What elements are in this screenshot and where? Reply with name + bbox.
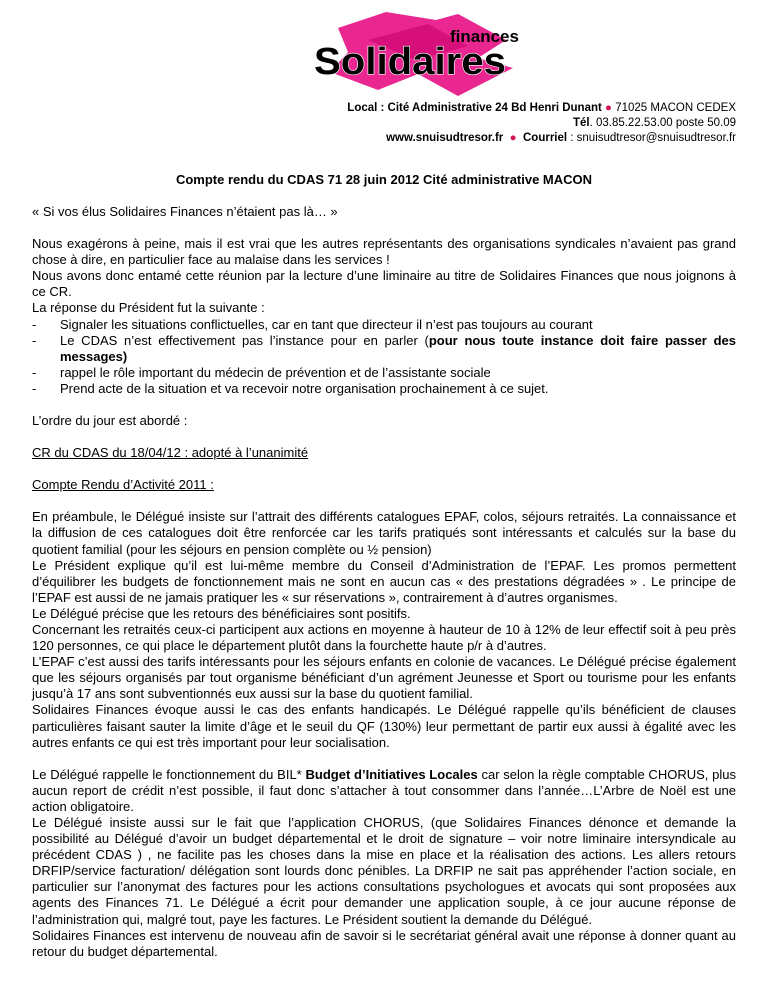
address-city: 71025 MACON CEDEX	[615, 102, 736, 114]
contact-header	[347, 101, 736, 146]
paragraph: En préambule, le Délégué insiste sur l’attrait des différents catalogues EPAF, colos, séjours retraités. La connaissance et la diffusion de ces catalogues doit être renforcée car les tarifs pratiqués sont intéressants et calculés sur la base du quotient familial (pour les séjours en pension complète ou ½ pension)	[32, 509, 736, 557]
logo-solidaires-word: Solidaires	[314, 41, 506, 83]
email-label: Courriel	[522, 132, 568, 144]
bullet-dot-icon: ●	[605, 102, 612, 114]
list-item: - Le CDAS n’est effectivement pas l’instance pour en parler (pour nous toute instance doit faire passer des messages)	[32, 332, 736, 364]
solidaires-finances-logo	[308, 10, 528, 100]
list-item: - rappel le rôle important du médecin de prévention et de l’assistante sociale	[32, 364, 491, 380]
address-label: Local : Cité Administrative 24 Bd Henri Dunant	[347, 102, 602, 114]
logo-finances-word: finances	[450, 27, 519, 46]
paragraph: Le Délégué précise que les retours des bénéficiaires sont positifs.	[32, 605, 411, 621]
paragraph: La réponse du Président fut la suivante :	[32, 300, 265, 316]
paragraph: Concernant les retraités ceux-ci participent aux actions en moyenne à hauteur de 10 à 12% de leur effectif soit à peu près 120 personnes, ce qui place le département plutôt dans la fourchette haute p/r à d’autres.	[32, 621, 736, 654]
paragraph: Le Délégué rappelle le fonctionnement du BIL* Budget d’Initiatives Locales car selon la règle comptable CHORUS, plus aucun report de crédit n’est possible, il faut donc s’attacher à tout consommer dans l’année…L’Arbre de Noël est une action obligatoire.	[32, 766, 736, 814]
intro-quote: « Si vos élus Solidaires Finances n’étaient pas là… »	[32, 204, 338, 219]
email-address[interactable]: : snuisudtresor@snuisudtresor.fr	[567, 132, 736, 144]
phone-number: . 03.85.22.53.00 poste 50.09	[589, 117, 736, 129]
list-item: - Prend acte de la situation et va recevoir notre organisation prochainement à ce sujet.	[32, 380, 549, 396]
phone-line	[347, 116, 736, 131]
agenda-item-heading: CR du CDAS du 18/04/12 : adopté à l’unanimité	[32, 445, 309, 461]
paragraph: Le Délégué insiste aussi sur le fait que l’application CHORUS, (que Solidaires Finances dénonce et demande la possibilité au Délégué d’avoir un budget départemental et le droit de signature – voir notre liminaire intersyndicale au précédent CDAS ) , ne facilite pas les choses dans la mise en place et la réalisation des actions. Les allers retours DRFIP/service facturation/ délégation sont lourds donc pénibles. La DRFIP ne sait pas appréhender l’action sociale, en particulier sur l’anonymat des factures pour les actions consultations psychologues et avocats qui sont proposées aux agents des Finances 71. Le Délégué a écrit pour demander une application souple, à ce jour aucune réponse de l’administration qui, malgré tout, paye les factures. Le Président soutient la demande du Délégué.	[32, 815, 736, 927]
agenda-item-heading: Compte Rendu d’Activité 2011 :	[32, 477, 214, 493]
paragraph: L’EPAF c’est aussi des tarifs intéressants pour les séjours enfants en colonie de vacances. Le Délégué précise également que les séjours organisés par tout organisme bénéficiant d’un agrément Jeunesse et Sport ou tourisme pour les enfants jusqu’à 17 ans sont subventionnés eux aussi sur la base du quotient familial.	[32, 654, 736, 702]
paragraph: Solidaires Finances est intervenu de nouveau afin de savoir si le secrétariat général avait une réponse à donner quant au retour du budget départemental.	[32, 927, 736, 959]
address-line	[347, 101, 736, 116]
document-body	[32, 204, 736, 960]
paragraph: Le Président explique qu’il est lui-même membre du Conseil d’Administration de l’EPAF. Les promos permettent d’équilibrer les budgets de fonctionnement mais ne sont en aucun cas « des prestations dégradées » . Le principe de l’EPAF est aussi de ne jamais pratiquer les « sur réservations », contrairement à d’autres organismes.	[32, 557, 736, 605]
paragraph: Solidaires Finances évoque aussi le cas des enfants handicapés. Le Délégué rappelle qu’ils bénéficient de clauses particulières faisant sauter la limite d’âge et le seuil du QF (130%) leur permettant de partir eux aussi à égalité avec les autres enfants ce qui est très important pour leur socialisation.	[32, 702, 736, 750]
paragraph: Nous exagérons à peine, mais il est vrai que les autres représentants des organisations syndicales n’avaient pas grand chose à dire, en particulier face au malaise dans les services !	[32, 236, 736, 268]
web-mail-line	[347, 131, 736, 146]
bullet-dot-icon: ●	[509, 132, 517, 144]
agenda-intro: L’ordre du jour est abordé :	[32, 413, 188, 429]
list-item: - Signaler les situations conflictuelles, car en tant que directeur il n’est pas toujours au courant	[32, 316, 593, 332]
website-link[interactable]: www.snuisudtresor.fr	[386, 132, 504, 144]
paragraph: Nous avons donc entamé cette réunion par la lecture d’une liminaire au titre de Solidaires Finances que nous joignons à ce CR.	[32, 268, 736, 300]
document-title: Compte rendu du CDAS 71 28 juin 2012 Cité administrative MACON	[175, 172, 593, 187]
phone-label: Tél	[572, 117, 590, 129]
